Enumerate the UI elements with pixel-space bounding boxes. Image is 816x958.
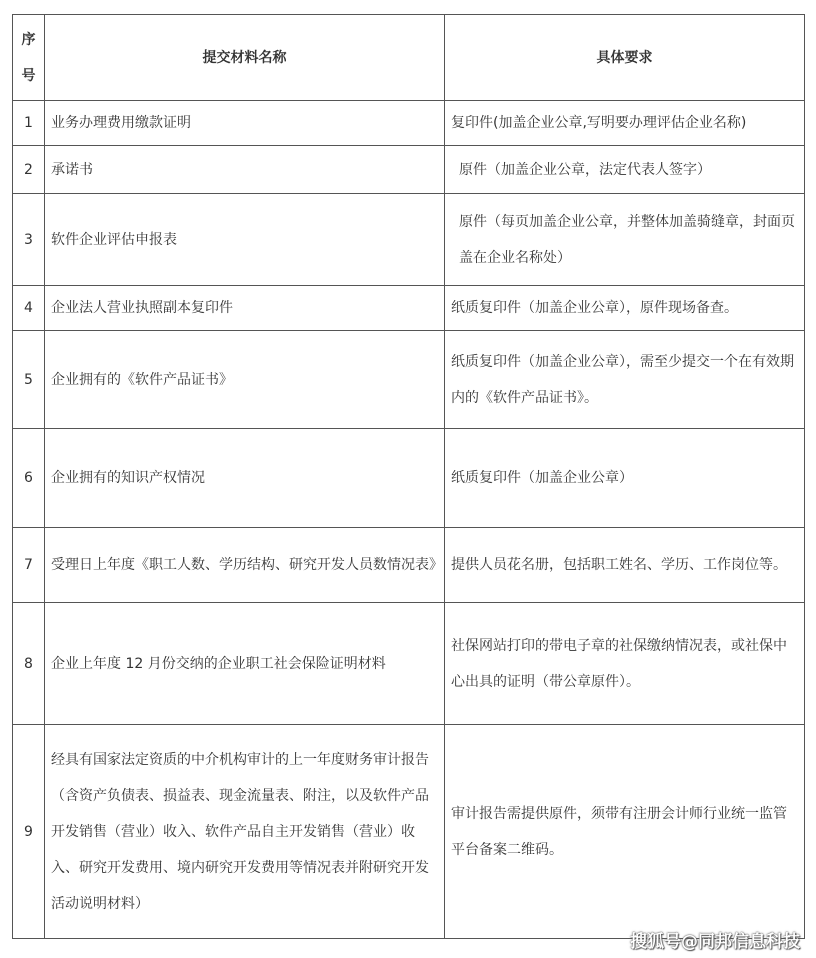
row-no: 4 — [13, 286, 45, 331]
table-row — [13, 146, 805, 194]
row-requirement: 原件（每页加盖企业公章，并整体加盖骑缝章，封面页盖在企业名称处） — [445, 194, 805, 286]
table-row — [13, 286, 805, 331]
table-row — [13, 725, 805, 939]
row-name: 企业法人营业执照副本复印件 — [45, 286, 445, 331]
row-name: 企业拥有的《软件产品证书》 — [45, 331, 445, 429]
header-name: 提交材料名称 — [45, 15, 445, 101]
row-no: 9 — [13, 725, 45, 939]
row-name: 承诺书 — [45, 146, 445, 194]
row-requirement: 复印件(加盖企业公章,写明要办理评估企业名称) — [445, 101, 805, 146]
materials-table — [12, 14, 805, 939]
row-no: 5 — [13, 331, 45, 429]
table-row — [13, 101, 805, 146]
row-requirement: 纸质复印件（加盖企业公章），需至少提交一个在有效期内的《软件产品证书》。 — [445, 331, 805, 429]
table-header-row — [13, 15, 805, 101]
row-no: 3 — [13, 194, 45, 286]
table-row — [13, 528, 805, 603]
header-requirement: 具体要求 — [445, 15, 805, 101]
row-name: 经具有国家法定资质的中介机构审计的上一年度财务审计报告（含资产负债表、损益表、现金流量表、附注，以及软件产品开发销售（营业）收入、软件产品自主开发销售（营业）收入、研究开发费用、境内研究开发费用等情况表并附研究开发活动说明材料） — [45, 725, 445, 939]
row-name: 软件企业评估申报表 — [45, 194, 445, 286]
row-requirement: 纸质复印件（加盖企业公章） — [445, 429, 805, 528]
row-no: 8 — [13, 603, 45, 725]
row-requirement: 原件（加盖企业公章，法定代表人签字） — [445, 146, 805, 194]
watermark: 搜狐号@同邦信息科技 — [630, 932, 800, 952]
row-requirement: 纸质复印件（加盖企业公章），原件现场备查。 — [445, 286, 805, 331]
table-row — [13, 194, 805, 286]
table-row — [13, 429, 805, 528]
row-no: 6 — [13, 429, 45, 528]
row-requirement: 社保网站打印的带电子章的社保缴纳情况表，或社保中心出具的证明（带公章原件）。 — [445, 603, 805, 725]
header-no: 序号 — [13, 15, 45, 101]
row-no: 2 — [13, 146, 45, 194]
row-no: 7 — [13, 528, 45, 603]
row-no: 1 — [13, 101, 45, 146]
row-name: 企业拥有的知识产权情况 — [45, 429, 445, 528]
row-name: 企业上年度 12 月份交纳的企业职工社会保险证明材料 — [45, 603, 445, 725]
row-requirement: 提供人员花名册，包括职工姓名、学历、工作岗位等。 — [445, 528, 805, 603]
table-row — [13, 331, 805, 429]
row-requirement: 审计报告需提供原件，须带有注册会计师行业统一监管平台备案二维码。 — [445, 725, 805, 939]
table-row — [13, 603, 805, 725]
row-name: 受理日上年度《职工人数、学历结构、研究开发人员数情况表》 — [45, 528, 445, 603]
row-name: 业务办理费用缴款证明 — [45, 101, 445, 146]
